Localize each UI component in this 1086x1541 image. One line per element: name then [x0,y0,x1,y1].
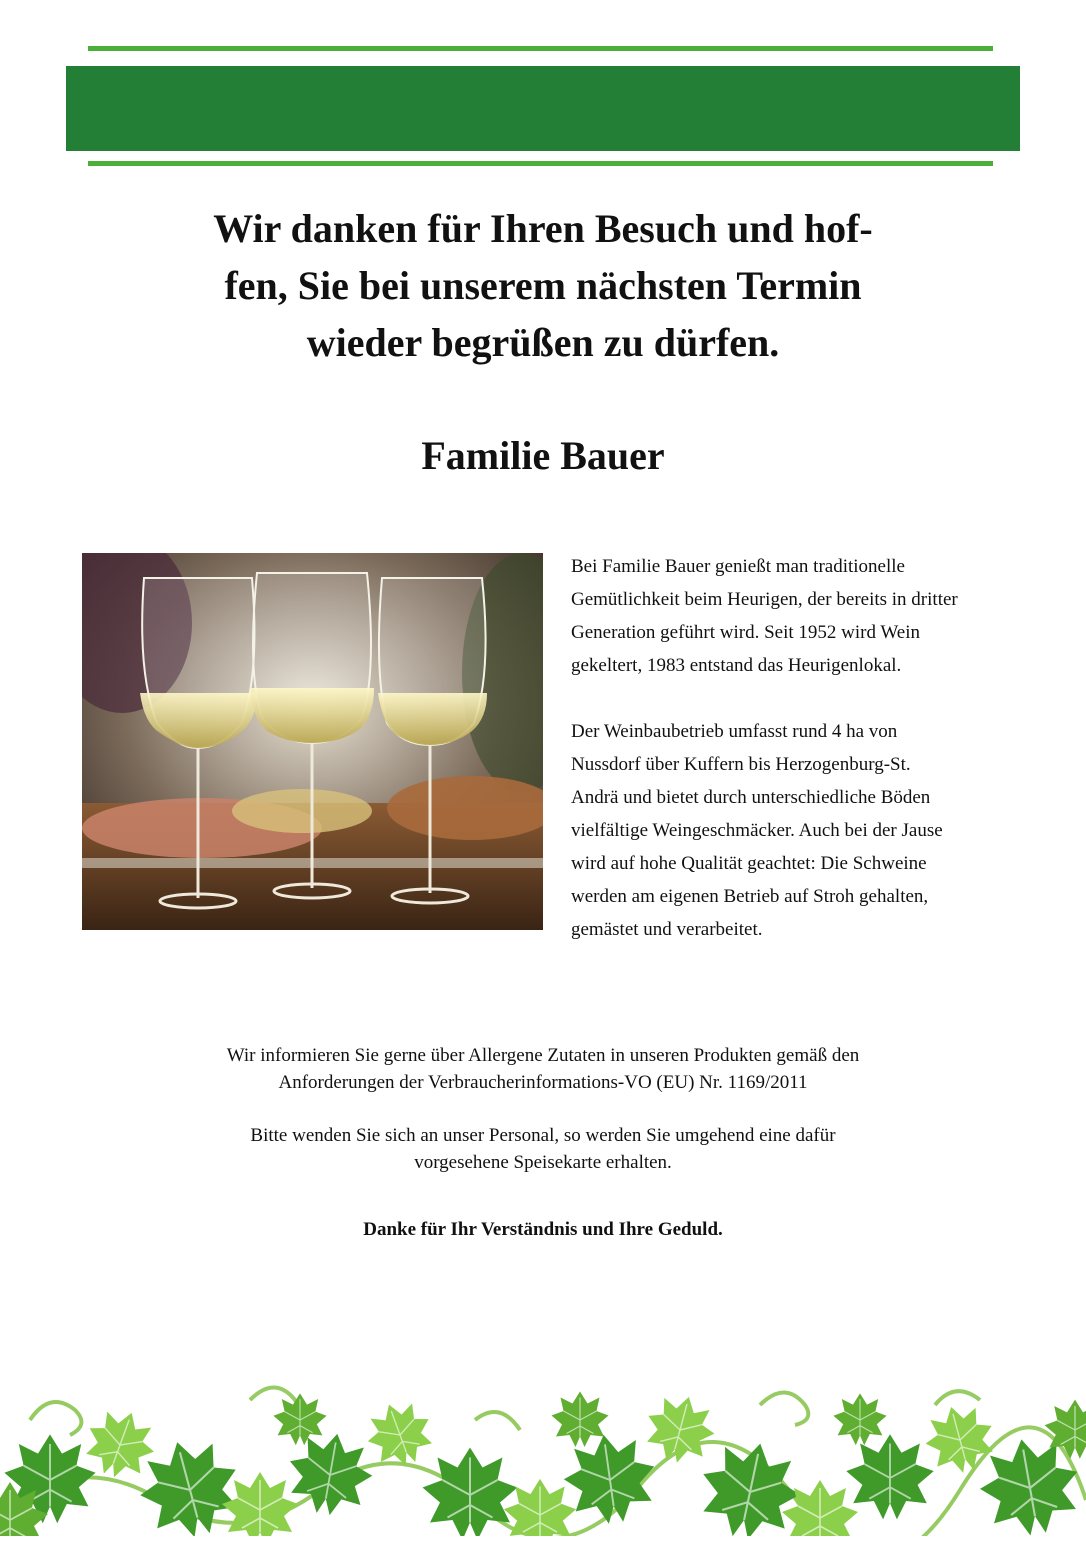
about-line: werden am eigenen Betrieb auf Stroh gehalten, [571,886,929,907]
about-line: Bei Familie Bauer genießt man traditionelle [571,556,905,577]
notice-line: vorgesehene Speisekarte erhalten. [414,1152,672,1173]
about-line: Gemütlichkeit beim Heurigen, der bereits in dritter [571,589,958,610]
about-line: Andrä und bietet durch unterschiedliche Böden [571,787,931,808]
headline-line: wieder begrüßen zu dürfen. [306,320,780,365]
notice-line: Bitte wenden Sie sich an unser Personal, so werden Sie umgehend eine dafür [250,1125,836,1146]
about-line: gemästet und verarbeitet. [571,919,763,940]
headline-line: Wir danken für Ihren Besuch und hof- [213,206,873,251]
bottom-green-rule [88,161,993,166]
thanks-line: Danke für Ihr Verständnis und Ihre Geduld. [363,1219,723,1240]
notice-line: Wir informieren Sie gerne über Allergene Zutaten in unseren Produkten gemäß den [226,1045,860,1066]
about-paragraph [571,715,1031,946]
headline-line: fen, Sie bei unserem nächsten Termin [224,263,862,308]
family-signature: Familie Bauer [421,433,665,478]
about-line: Generation geführt wird. Seit 1952 wird Wein [571,622,921,643]
allergen-paragraph [0,1042,1086,1096]
about-line: Der Weinbaubetrieb umfasst rund 4 ha von [571,721,898,742]
about-line: Nussdorf über Kuffern bis Herzogenburg-St. [571,754,911,775]
thank-you-headline [150,200,936,371]
header-banner [66,66,1020,151]
wine-glasses-photo [82,553,543,930]
about-text [571,550,1031,979]
about-line: vielfältige Weingeschmäcker. Auch bei der Jause [571,820,943,841]
staff-paragraph [0,1122,1086,1176]
about-paragraph [571,550,1031,682]
allergen-notice [0,1042,1086,1269]
grapevine-leaves-border [0,1360,1086,1536]
about-line: gekeltert, 1983 entstand das Heurigenlokal. [571,655,902,676]
top-green-rule [88,46,993,51]
about-line: wird auf hohe Qualität geachtet: Die Schweine [571,853,927,874]
notice-line: Anforderungen der Verbraucherinformations-VO (EU) Nr. 1169/2011 [278,1072,808,1093]
